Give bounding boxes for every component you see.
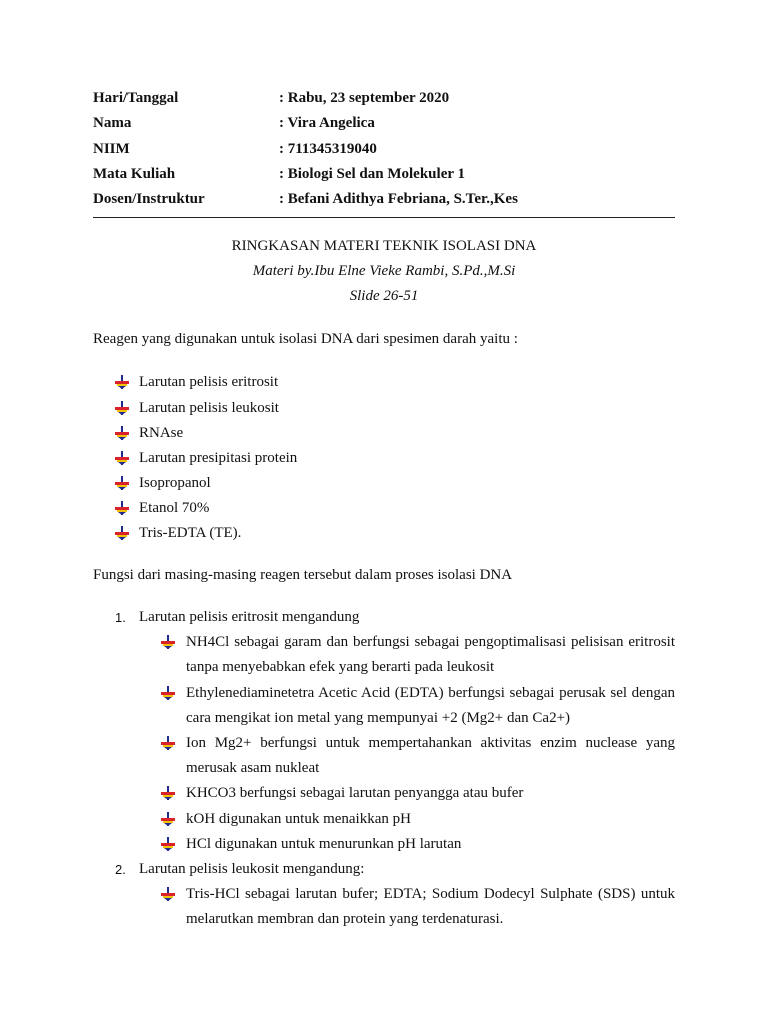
reagents-intro: Reagen yang digunakan untuk isolasi DNA dari spesimen darah yaitu : xyxy=(93,331,518,348)
header-divider xyxy=(93,217,675,218)
arrow-bullet-icon xyxy=(115,401,129,415)
list-item xyxy=(93,421,675,446)
function-sublist xyxy=(139,882,675,932)
info-value: : Rabu, 23 september 2020 xyxy=(279,90,450,107)
sub-item-text: Ethylenediaminetetra Acetic Acid (EDTA) berfungsi sebagai perusak sel dengan cara mengikat ion metal yang mempunyai +2 (Mg2+ dan Ca2+) xyxy=(186,684,675,726)
reagent-label: Larutan pelisis leukosit xyxy=(139,399,279,416)
sub-item-text: Ion Mg2+ berfungsi untuk mempertahankan aktivitas enzim nuclease yang merusak asam nukleat xyxy=(186,734,675,777)
function-item xyxy=(93,605,675,857)
arrow-bullet-icon xyxy=(161,887,175,901)
sub-item-text: Tris-HCl sebagai larutan bufer; EDTA; Sodium Dodecyl Sulphate (SDS) untuk melarutkan membran dan protein yang terdenaturasi. xyxy=(186,885,675,928)
document-slides: Slide 26-51 xyxy=(349,288,419,305)
function-title: Larutan pelisis eritrosit mengandung xyxy=(139,609,360,626)
arrow-bullet-icon xyxy=(161,736,175,750)
info-value: : Befani Adithya Febriana, S.Ter.,Kes xyxy=(279,191,518,208)
reagent-label: RNAse xyxy=(139,424,184,441)
function-title: Larutan pelisis leukosit mengandung: xyxy=(139,860,365,877)
info-row-niim xyxy=(93,137,675,162)
document-page xyxy=(93,86,675,932)
info-value: : Biologi Sel dan Molekuler 1 xyxy=(279,166,465,183)
arrow-bullet-icon xyxy=(115,451,129,465)
reagent-label: Larutan presipitasi protein xyxy=(139,449,298,466)
sub-item xyxy=(139,781,675,806)
list-item xyxy=(93,471,675,496)
reagent-label: Etanol 70% xyxy=(139,499,210,516)
sub-item-text: NH4Cl sebagai garam dan berfungsi sebagai pengoptimalisasi pelisisan eritrosit tanpa menyebabkan efek yang berarti pada leukosit xyxy=(186,634,675,676)
info-label: Dosen/Instruktur xyxy=(93,191,205,208)
arrow-bullet-icon xyxy=(161,812,175,826)
item-number: 2. xyxy=(115,861,126,877)
function-sublist xyxy=(139,630,675,857)
sub-item xyxy=(139,630,675,680)
sub-item-text: kOH digunakan untuk menaikkan pH xyxy=(186,810,411,827)
arrow-bullet-icon xyxy=(161,686,175,700)
list-item xyxy=(93,396,675,421)
functions-intro: Fungsi dari masing-masing reagen tersebut dalam proses isolasi DNA xyxy=(93,567,513,584)
info-label: NIIM xyxy=(93,140,130,157)
list-item xyxy=(93,521,675,546)
reagent-label: Larutan pelisis eritrosit xyxy=(139,374,279,391)
info-label: Nama xyxy=(93,115,132,132)
arrow-bullet-icon xyxy=(115,526,129,540)
arrow-bullet-icon xyxy=(161,635,175,649)
sub-item-text: HCl digunakan untuk menurunkan pH larutan xyxy=(186,835,462,852)
header-info xyxy=(93,86,675,212)
arrow-bullet-icon xyxy=(115,501,129,515)
info-row-name xyxy=(93,111,675,136)
arrow-bullet-icon xyxy=(161,786,175,800)
sub-item xyxy=(139,832,675,857)
item-number: 1. xyxy=(115,610,126,626)
arrow-bullet-icon xyxy=(115,426,129,440)
info-label: Hari/Tanggal xyxy=(93,90,179,107)
reagent-label: Isopropanol xyxy=(139,474,211,491)
info-value: : 711345319040 xyxy=(279,140,377,157)
info-label: Mata Kuliah xyxy=(93,166,176,183)
sub-item xyxy=(139,731,675,781)
function-item xyxy=(93,857,675,932)
sub-item-text: KHCO3 berfungsi sebagai larutan penyangga atau bufer xyxy=(186,785,524,802)
list-item xyxy=(93,446,675,471)
arrow-bullet-icon xyxy=(115,375,129,389)
info-row-lecturer xyxy=(93,187,675,212)
info-row-course xyxy=(93,162,675,187)
sub-item xyxy=(139,681,675,731)
arrow-bullet-icon xyxy=(115,476,129,490)
info-value: : Vira Angelica xyxy=(279,115,375,132)
title-block xyxy=(93,234,675,309)
reagent-list xyxy=(93,370,675,546)
list-item xyxy=(93,370,675,395)
document-title: RINGKASAN MATERI TEKNIK ISOLASI DNA xyxy=(231,238,537,255)
reagent-label: Tris-EDTA (TE). xyxy=(139,525,242,542)
document-author: Materi by.Ibu Elne Vieke Rambi, S.Pd.,M.Si xyxy=(252,263,516,280)
functions-list xyxy=(93,605,675,932)
arrow-bullet-icon xyxy=(161,837,175,851)
list-item xyxy=(93,496,675,521)
sub-item xyxy=(139,882,675,932)
sub-item xyxy=(139,807,675,832)
info-row-date xyxy=(93,86,675,111)
